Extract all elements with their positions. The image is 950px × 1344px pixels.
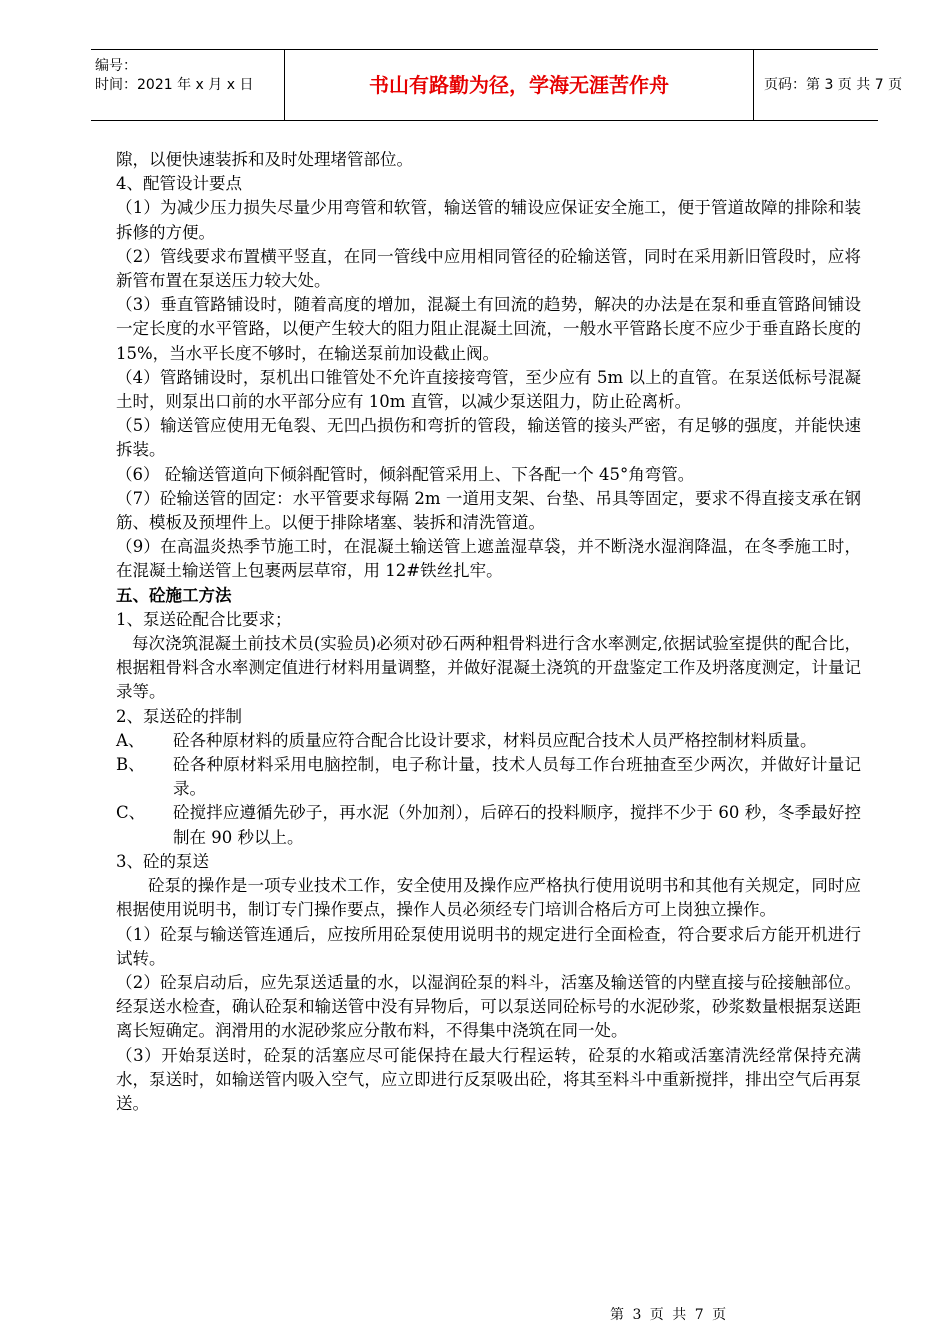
section-heading: 3、砼的泵送 <box>116 851 209 871</box>
document-body <box>116 148 861 1116</box>
list-item <box>116 801 861 849</box>
header-table <box>91 49 903 121</box>
paragraph: 砼泵的操作是一项专业技术工作，安全使用及操作应严格执行使用说明书和其他有关规定，同时应根据使用说明书，制订专门操作要点，操作人员必须经专门培训合格后方可上岗独立操作。 <box>116 876 861 920</box>
list-item-text: 砼各种原材料采用电脑控制，电子称计量，技术人员每工作台班抽查至少两次，并做好计量记录。 <box>173 755 861 799</box>
paragraph: （4）管路铺设时，泵机出口锥管处不允许直接接弯管，至少应有 5m 以上的直管。在泵送低标号混凝土时，则泵出口前的水平部分应有 10m 直管，以减少泵送阻力，防止砼离析。 <box>116 367 861 412</box>
list-marker: C、 <box>116 803 146 823</box>
header-motto: 书山有路勤为径，学海无涯苦作舟 <box>284 50 754 120</box>
paragraph: （7）砼输送管的固定：水平管要求每隔 2m 一道用支架、台垫、吊具等固定，要求不得直接支承在钢筋、模板及预埋件上。以便于排除堵塞、装拆和清洗管道。 <box>116 488 861 533</box>
paragraph: （3）垂直管路铺设时，随着高度的增加，混凝土有回流的趋势，解决的办法是在泵和垂直管路间铺设一定长度的水平管路，以便产生较大的阻力阻止混凝土回流，一般水平管路长度不应少于垂直路长度的 15%，当水平长度不够时，在输送泵前加设截止阀。 <box>116 295 861 363</box>
paragraph: （1）砼泵与输送管连通后，应按所用砼泵使用说明书的规定进行全面检查，符合要求后方能开机进行试转。 <box>116 924 861 968</box>
header-left-cell <box>91 50 284 120</box>
list-item <box>116 753 861 801</box>
list-marker: B、 <box>116 755 145 775</box>
header-page-number: 页码：第 3 页 共 7 页 <box>764 77 903 93</box>
list-item-text: 砼各种原材料的质量应符合配合比设计要求，材料员应配合技术人员严格控制材料质量。 <box>173 730 817 750</box>
paragraph: （5）输送管应使用无龟裂、无凹凸损伤和弯折的管段，输送管的接头严密，有足够的强度，并能快速拆装。 <box>116 416 861 460</box>
document-time-label: 时间：2021 年 x 月 x 日 <box>95 77 254 93</box>
section-heading: 1、泵送砼配合比要求； <box>116 609 292 629</box>
chapter-heading: 五、砼施工方法 <box>116 585 232 605</box>
section-heading: 2、泵送砼的拌制 <box>116 706 242 726</box>
paragraph: （2）管线要求布置横平竖直，在同一管线中应用相同管径的砼输送管，同时在采用新旧管段时，应将新管布置在泵送压力较大处。 <box>116 246 861 291</box>
paragraph: 每次浇筑混凝土前技术员(实验员)必须对砂石两种粗骨料进行含水率测定,依据试验室提供的配合比，根据粗骨料含水率测定值进行材料用量调整，并做好混凝土浇筑的开盘鉴定工作及坍落度测定，计量记录等。 <box>116 634 861 702</box>
paragraph: （3）开始泵送时，砼泵的活塞应尽可能保持在最大行程运转，砼泵的水箱或活塞清洗经常保持充满水，泵送时，如输送管内吸入空气，应立即进行反泵吸出砼，将其至料斗中重新搅拌，排出空气后再泵送。 <box>116 1045 861 1113</box>
section-heading: 4、配管设计要点 <box>116 174 242 194</box>
list-item <box>116 729 861 753</box>
paragraph: （6） 砼输送管道向下倾斜配管时，倾斜配管采用上、下各配一个 45°角弯管。 <box>116 464 695 484</box>
list-item-text: 砼搅拌应遵循先砂子，再水泥（外加剂），后碎石的投料顺序，搅拌不少于 60 秒，冬季最好控制在 90 秒以上。 <box>173 803 861 847</box>
document-number-label: 编号： <box>95 58 137 74</box>
paragraph: （9）在高温炎热季节施工时，在混凝土输送管上遮盖湿草袋，并不断浇水湿润降温，在冬季施工时，在混凝土输送管上包裹两层草帘，用 12#铁丝扎牢。 <box>116 537 861 581</box>
paragraph: （1）为减少压力损失尽量少用弯管和软管，输送管的辅设应保证安全施工，便于管道故障的排除和装拆修的方便。 <box>116 198 861 242</box>
page-footer: 第 3 页 共 7 页 <box>610 1307 727 1323</box>
list-marker: A、 <box>116 730 145 750</box>
paragraph: （2）砼泵启动后，应先泵送适量的水，以湿润砼泵的料斗，活塞及输送管的内壁直接与砼接触部位。经泵送水检查，确认砼泵和输送管中没有异物后，可以泵送同砼标号的水泥砂浆，砂浆数量根据泵送距离长短确定。润滑用的水泥砂浆应分散布料，不得集中浇筑在同一处。 <box>116 972 861 1041</box>
paragraph: 隙，以便快速装拆和及时处理堵管部位。 <box>116 150 413 169</box>
